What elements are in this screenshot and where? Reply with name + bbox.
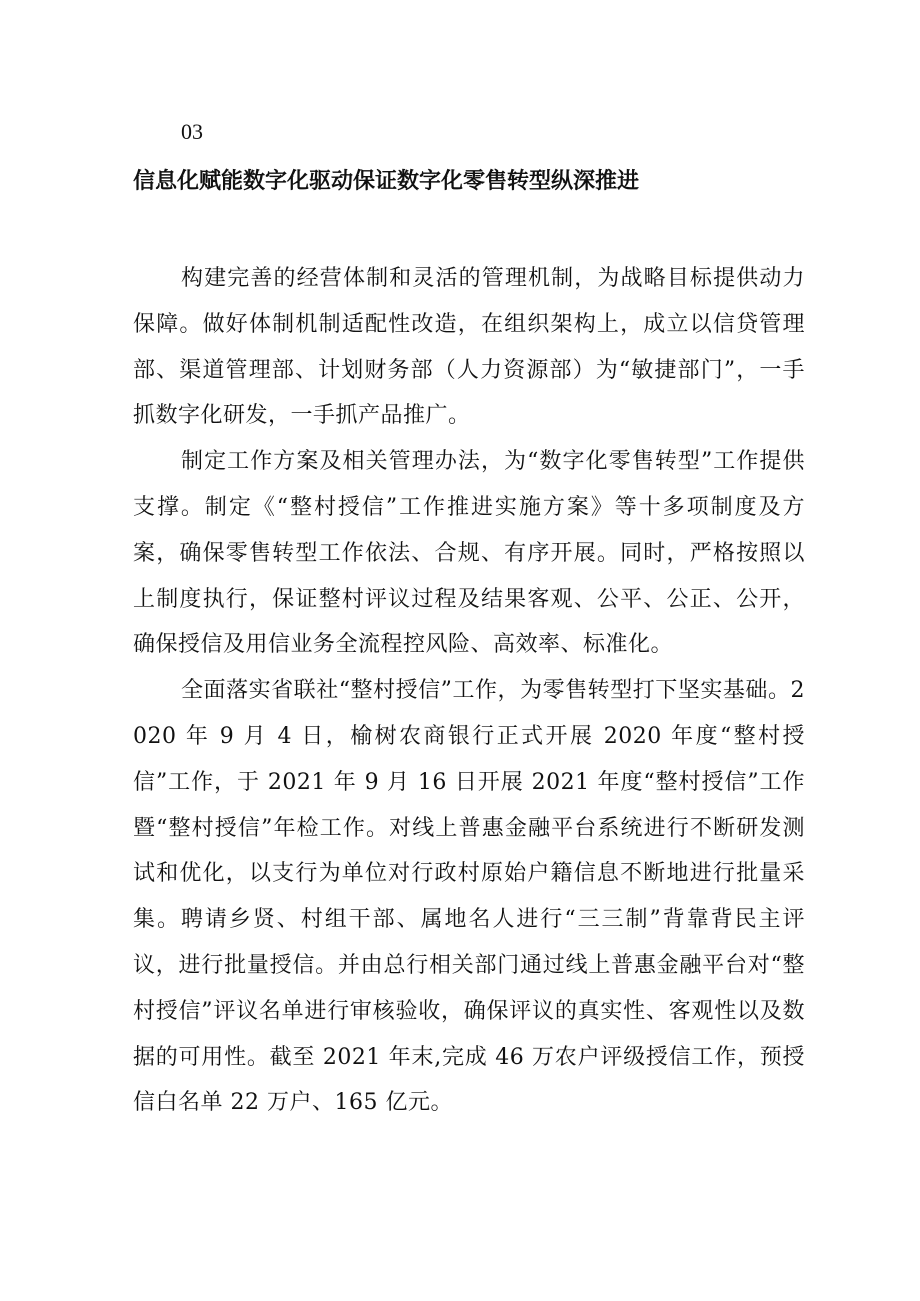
section-number: 03 [181, 119, 203, 144]
paragraph-work-plan: 制定工作方案及相关管理办法，为“数字化零售转型”工作提供支撑。制定《“整村授信”工作推进实施方案》等十多项制度及方案，确保零售转型工作依法、合规、有序开展。同时，严格按照以上制度执行，保证整村评议过程及结果客观、公平、公正、公开，确保授信及用信业务全流程控风险、高效率、标准化。 [133, 449, 805, 658]
section-title: 信息化赋能数字化驱动保证数字化零售转型纵深推进 [133, 169, 640, 194]
paragraph-org-structure: 构建完善的经营体制和灵活的管理机制，为战略目标提供动力保障。做好体制机制适配性改造，在组织架构上，成立以信贷管理部、渠道管理部、计划财务部（人力资源部）为“敏捷部门”，一手抓数字化研发，一手抓产品推广。 [133, 266, 805, 429]
paragraph-village-credit: 全面落实省联社“整村授信”工作，为零售转型打下坚实基础。2020 年 9 月 4 日，榆树农商银行正式开展 2020 年度“整村授信”工作，于 2021 年 9 月 16 日开展 2021 年度“整村授信”工作暨“整村授信”年检工作。对线上普惠金融平台系统进行不断研发测试和优化，以支行为单位对行政村原始户籍信息不断地进行批量采集。聘请乡贤、村组干部、属地名人进行“三三制”背靠背民主评议，进行批量授信。并由总行相关部门通过线上普惠金融平台对“整村授信”评议名单进行审核验收，确保评议的真实性、客观性以及数据的可用性。截至 2021 年末,完成 46 万农户评级授信工作，预授信白名单 22 万户、165 亿元。 [133, 678, 805, 1116]
body-text [133, 256, 805, 1126]
